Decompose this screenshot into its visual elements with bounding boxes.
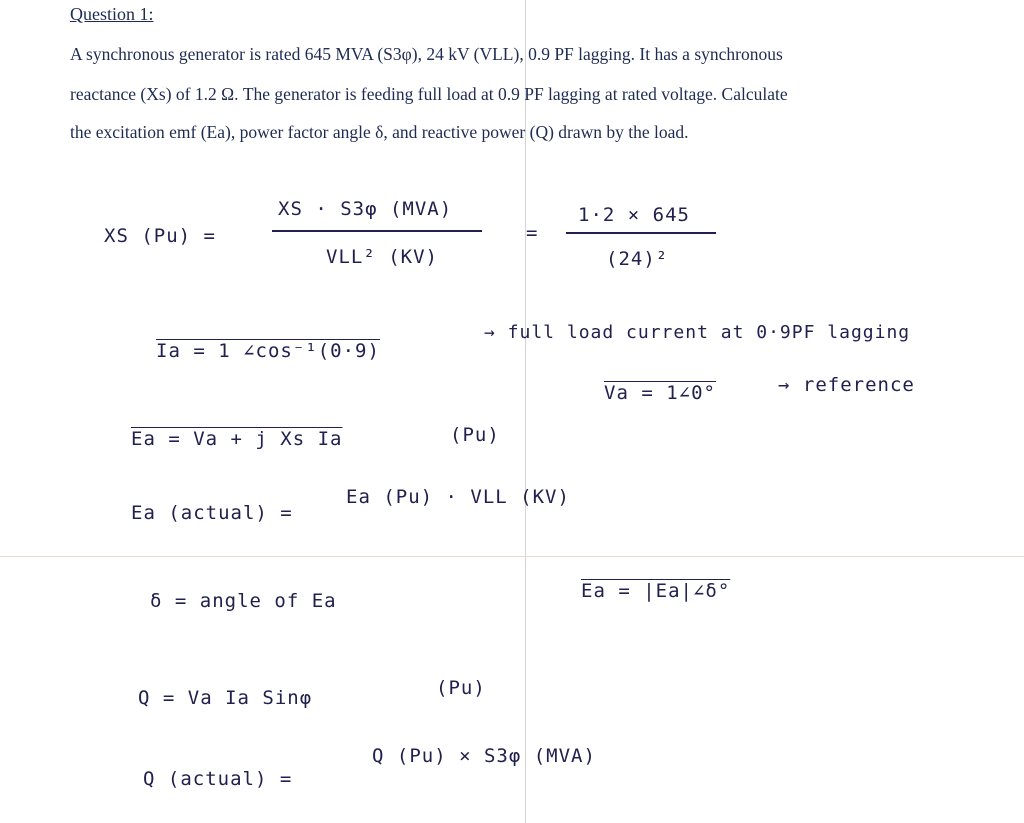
question-line-3: the excitation emf (Ea), power factor angle δ, and reactive power (Q) drawn by the load. <box>70 122 689 142</box>
xs-pu-lhs: XS (Pu) = <box>104 225 216 247</box>
pu-label-2: (Pu) <box>436 677 486 699</box>
ea-actual-lhs: Ea (actual) = <box>131 502 293 524</box>
xs-equals: = <box>526 222 539 244</box>
ea-equation: Ea = Va + j Xs Ia <box>131 428 343 450</box>
xs-numerator: XS · S3φ (MVA) <box>278 198 453 220</box>
xs-numerator-values: 1·2 × 645 <box>578 204 690 226</box>
horizontal-rule-line <box>0 556 1024 557</box>
question-line-1: A synchronous generator is rated 645 MVA (S3φ), 24 kV (VLL), 0.9 PF lagging. It has a synchronous <box>70 44 783 64</box>
xs-denominator: VLL² (KV) <box>326 246 438 268</box>
ea-actual-rhs: Ea (Pu) · VLL (KV) <box>346 486 570 508</box>
q-actual-rhs: Q (Pu) × S3φ (MVA) <box>372 745 596 767</box>
pu-label-1: (Pu) <box>450 424 500 446</box>
ea-polar-form: Ea = |Ea|∠δ° <box>581 580 731 602</box>
question-line-2: reactance (Xs) of 1.2 Ω. The generator is feeding full load at 0.9 PF lagging at rated voltage. Calculate <box>70 84 788 104</box>
xs-values-fraction-bar <box>566 232 716 234</box>
xs-fraction-bar <box>272 230 482 232</box>
q-equation: Q = Va Ia Sinφ <box>138 687 313 709</box>
va-reference-equation: Va = 1∠0° <box>604 382 716 404</box>
xs-denominator-values: (24)² <box>606 248 669 270</box>
ia-equation: Ia = 1 ∠cos⁻¹(0·9) <box>156 340 380 362</box>
q-actual-lhs: Q (actual) = <box>143 768 293 790</box>
delta-equation: δ = angle of Ea <box>150 590 337 612</box>
va-reference-note: → reference <box>778 374 915 396</box>
ia-note: → full load current at 0·9PF lagging <box>484 322 911 343</box>
question-title: Question 1: <box>70 4 154 24</box>
